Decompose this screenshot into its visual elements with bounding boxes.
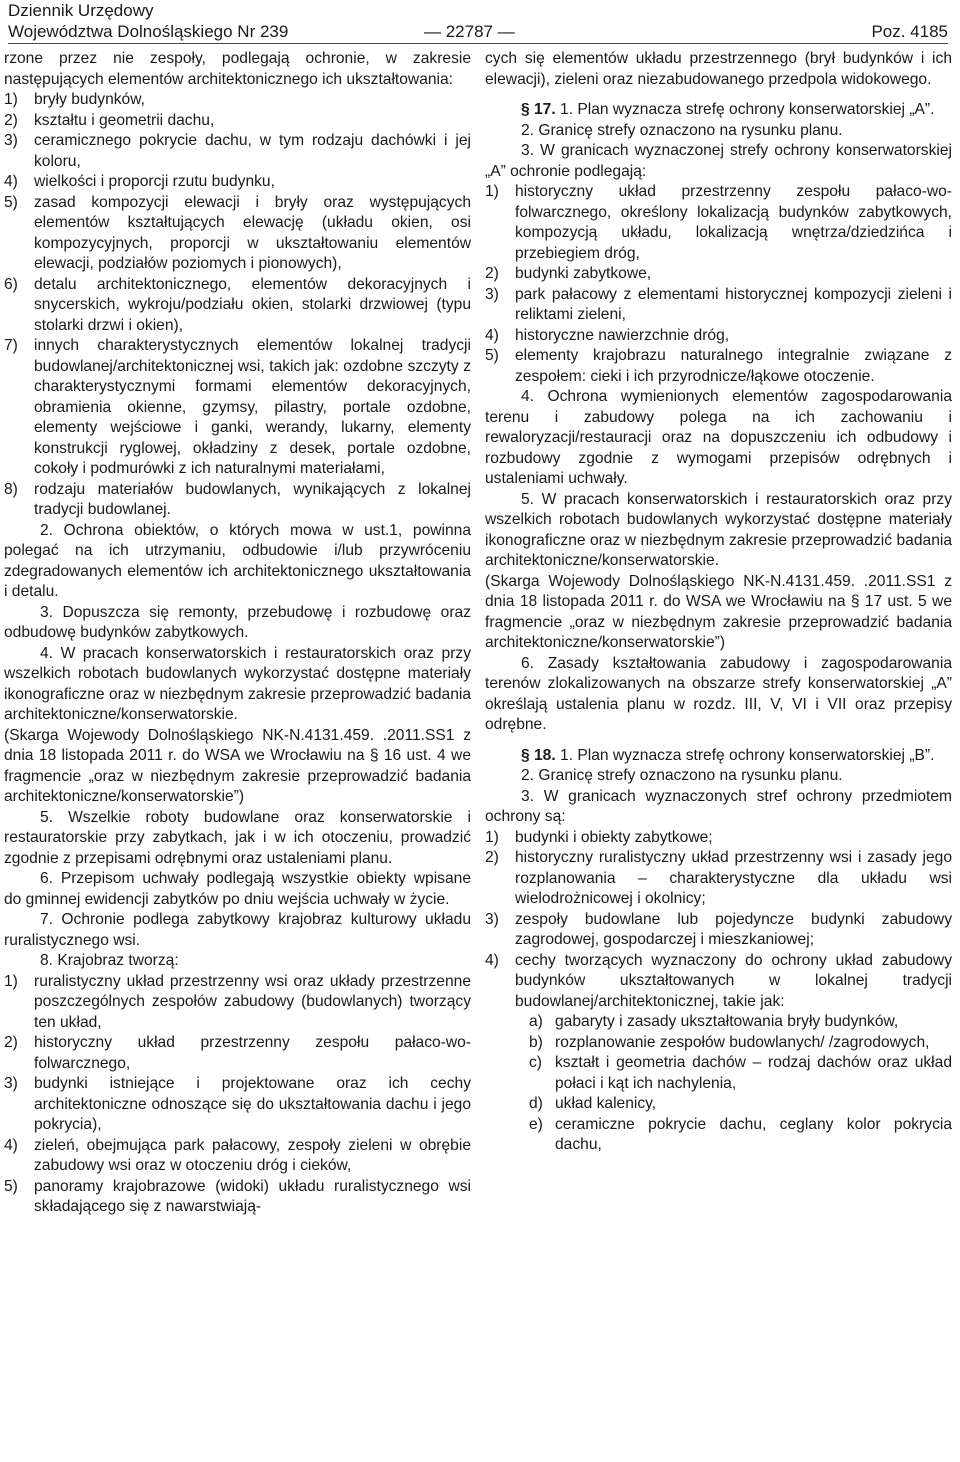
paragraph: 4. W pracach konserwatorskich i restauratorskich oraz przy wszelkich robotach budowlanych wykorzystać dostępne materiały ikonograficzne oraz w niezbędnym zakresie przeprowadzić badania architektoniczne/konserwatorskie.	[4, 644, 471, 723]
item-number: 1)	[4, 91, 18, 108]
item-number: 1)	[485, 183, 499, 200]
item-text: ceramiczne pokrycie dachu, ceglany kolor pokrycia dachu,	[555, 1115, 952, 1153]
item-text: park pałacowy z elementami historycznej kompozycji zieleni i reliktami zieleni,	[515, 285, 952, 323]
item-number: 2)	[485, 265, 499, 282]
list-item	[485, 346, 952, 387]
item-number: 1)	[4, 972, 18, 990]
list-item	[4, 1074, 471, 1136]
item-text: historyczne nawierzchnie dróg,	[515, 326, 730, 344]
item-text: kształt i geometria dachów – rodzaj dachów oraz układ połaci i kąt ich nachylenia,	[555, 1054, 952, 1092]
item-letter: b)	[529, 1033, 543, 1051]
section-mark: § 17.	[521, 101, 556, 118]
paragraph: cych się elementów układu przestrzennego (brył budynków i ich elewacji), zieleni oraz niezabudowanego przedpola widokowego.	[485, 50, 952, 88]
element-list	[4, 90, 471, 521]
list-item	[485, 828, 952, 849]
paragraph: 2. Granicę strefy oznaczono na rysunku planu.	[521, 121, 843, 139]
item-text: ruralistyczny układ przestrzenny wsi oraz układy przestrzenne poszczególnych zespołów zabudowy (budowlanych) tworzący ten układ,	[34, 972, 471, 1031]
list-item	[485, 264, 952, 285]
item-text: zespoły budowlane lub pojedyncze budynki zabudowy zagrodowej, gospodarczej i mieszkaniowej;	[515, 910, 952, 948]
text-columns	[4, 49, 952, 1218]
item-number: 4)	[4, 1136, 18, 1154]
list-item	[4, 131, 471, 172]
item-number: 1)	[485, 828, 499, 846]
list-item	[4, 90, 471, 111]
journal-title: Dziennik Urzędowy	[8, 1, 154, 20]
item-number: 2)	[485, 849, 499, 866]
complaint-note: (Skarga Wojewody Dolnośląskiego NK-N.4131.459. .2011.SS1 z dnia 18 listopada 2011 r. do WSA we Wrocławiu na § 17 ust. 5 we fragmencie „oraz w niezbędnym zakresie przeprowadzić badania architektoniczne/konserwatorskie”)	[485, 572, 952, 651]
list-item	[4, 193, 471, 275]
sub-list-item	[485, 1053, 952, 1094]
item-text: ceramicznego pokrycie dachu, w tym rodzaju dachówki i jej koloru,	[34, 132, 471, 170]
paragraph: 3. W granicach wyznaczonych stref ochrony przedmiotem ochrony są:	[485, 787, 952, 825]
sub-list	[485, 1012, 952, 1156]
item-number: 5)	[4, 193, 18, 211]
item-letter: c)	[529, 1054, 542, 1071]
list-item	[485, 951, 952, 1013]
item-text: panoramy krajobrazowe (widoki) układu ruralistycznego wsi składającego się z nawarstwiają-	[34, 1177, 471, 1215]
item-text: rodzaju materiałów budowlanych, wynikających z lokalnej tradycji budowlanej.	[34, 480, 471, 518]
left-column	[4, 49, 471, 1218]
item-text: gabaryty i zasady ukształtowania bryły budynków,	[555, 1013, 899, 1030]
item-text: układ kalenicy,	[555, 1095, 657, 1112]
header-rule	[8, 43, 948, 44]
list-item	[4, 336, 471, 480]
paragraph: 5. W pracach konserwatorskich i restauratorskich oraz przy wszelkich robotach budowlanych wykorzystać dostępne materiały ikonograficzne oraz w niezbędnym zakresie przeprowadzić badania architektoniczne/konserwatorskie.	[485, 490, 952, 569]
paragraph: 3. Dopuszcza się remonty, przebudowę i rozbudowę oraz odbudowę budynków zabytkowych.	[4, 603, 471, 641]
paragraph: 6. Przepisom uchwały podlegają wszystkie obiekty wpisane do gminnej ewidencji zabytków po dniu wejścia uchwały w życie.	[4, 870, 471, 908]
complaint-note: (Skarga Wojewody Dolnośląskiego NK-N.4131.459. .2011.SS1 z dnia 18 listopada 2011 r. do WSA we Wrocławiu na § 16 ust. 4 we fragmencie „oraz w niezbędnym zakresie przeprowadzić badania architektoniczne/konserwatorskie”)	[4, 726, 471, 805]
section-18-paragraph-1	[485, 746, 952, 767]
list-item	[4, 1033, 471, 1074]
list-item	[4, 275, 471, 337]
item-text: detalu architektonicznego, elementów dekoracyjnych i snycerskich, wykroju/podziału okien, stolarki drzwiowej (typu stolarki drzwi i okien),	[34, 275, 471, 334]
province-issue: Województwa Dolnośląskiego Nr 239	[8, 22, 289, 41]
list-item	[4, 480, 471, 521]
sub-list-item	[485, 1033, 952, 1054]
item-number: 3)	[485, 910, 499, 928]
item-text: elementy krajobrazu naturalnego integralnie związane z zespołem: cieki i ich przyrodnicze/łąkowe otoczenie.	[515, 347, 952, 385]
protection-subject-list	[485, 828, 952, 1013]
paragraph: 2. Granicę strefy oznaczono na rysunku planu.	[521, 767, 843, 784]
section-17-paragraph-1	[485, 100, 952, 121]
item-number: 6)	[4, 275, 18, 293]
list-item	[485, 848, 952, 910]
paragraph-text: 1. Plan wyznacza strefę ochrony konserwatorskiej „A”.	[560, 101, 935, 118]
item-text: historyczny układ przestrzenny zespołu pałaco-wo-folwarcznego,	[34, 1034, 471, 1072]
item-text: bryły budynków,	[34, 91, 145, 108]
item-number: 2)	[4, 1034, 18, 1051]
paragraph: 2. Ochrona obiektów, o których mowa w ust.1, powinna polegać na ich utrzymaniu, odbudowie i/lub przywróceniu zdegradowanych elementów ich architektonicznego ukształtowania i detalu.	[4, 521, 471, 600]
paragraph: 8. Krajobraz tworzą:	[40, 952, 179, 969]
paragraph: 5. Wszelkie roboty budowlane oraz konserwatorskie i restauratorskie przy zabytkach, jak i w ich otoczeniu, prowadzić zgodnie z przepisami odrębnymi oraz ustaleniami planu.	[4, 808, 471, 867]
item-number: 5)	[4, 1177, 18, 1195]
paragraph: 3. W granicach wyznaczonej strefy ochrony konserwatorskiej „A” ochronie podlegają:	[485, 142, 952, 180]
section-mark: § 18.	[521, 746, 556, 764]
list-item	[4, 1136, 471, 1177]
item-text: kształtu i geometrii dachu,	[34, 111, 215, 129]
list-item	[485, 285, 952, 326]
item-text: wielkości i proporcji rzutu budynku,	[34, 173, 275, 190]
paragraph: rzone przez nie zespoły, podlegają ochronie, w zakresie następujących elementów architektonicznego ich ukształtowania:	[4, 50, 471, 88]
item-text: zieleń, obejmująca park pałacowy, zespoły zieleni w obrębie zabudowy wsi oraz w otoczeniu dróg i cieków,	[34, 1136, 471, 1174]
sub-list-item	[485, 1012, 952, 1033]
item-number: 7)	[4, 337, 18, 354]
sub-list-item	[485, 1094, 952, 1115]
paragraph: 7. Ochronie podlega zabytkowy krajobraz kulturowy układu ruralistycznego wsi.	[4, 911, 471, 949]
item-number: 4)	[485, 951, 499, 969]
paragraph: 4. Ochrona wymienionych elementów zagospodarowania terenu i zabudowy polega na ich zachowaniu i rewaloryzacji/restauracji oraz na dopuszczeniu ich odbudowy i rozbudowy zgodnie z wymogami przepisów odrębnych i ustaleniami uchwały.	[485, 388, 952, 487]
item-text: cechy tworzących wyznaczony do ochrony układ zabudowy budynków ukształtowanych w lokalnej tradycji budowlanej/architektonicznej, takie jak:	[515, 951, 952, 1010]
item-letter: a)	[529, 1013, 543, 1030]
item-text: budynki i obiekty zabytkowe;	[515, 828, 713, 846]
item-number: 4)	[4, 173, 18, 190]
paragraph-text: 1. Plan wyznacza strefę ochrony konserwatorskiej „B”.	[560, 746, 935, 764]
list-item	[485, 182, 952, 264]
paragraph: 6. Zasady kształtowania zabudowy i zagospodarowania terenów zlokalizowanych na obszarze strefy konserwatorskiej „A” określają ustalenia planu w rozdz. III, V, VI i VII oraz przepisy odrębne.	[485, 654, 952, 733]
list-item	[4, 172, 471, 193]
item-number: 3)	[4, 1075, 18, 1092]
list-item	[485, 326, 952, 347]
list-item	[4, 972, 471, 1034]
item-text: budynki zabytkowe,	[515, 265, 652, 282]
list-item	[4, 1177, 471, 1218]
protected-elements-list	[485, 182, 952, 387]
item-letter: d)	[529, 1095, 543, 1112]
right-column	[485, 49, 952, 1218]
item-number: 3)	[4, 132, 18, 149]
item-text: historyczny układ przestrzenny zespołu pałaco-wo-folwarcznego, określony lokalizacją budynków zabytkowych, kompozycją układu, lokalizacją wnętrza/dziedzińca i przebiegiem dróg,	[515, 183, 952, 262]
landscape-list	[4, 972, 471, 1218]
page-header	[4, 0, 952, 44]
item-number: 3)	[485, 285, 499, 303]
item-number: 4)	[485, 326, 499, 344]
list-item	[485, 910, 952, 951]
item-text: historyczny ruralistyczny układ przestrzenny wsi i zasady jego rozplanowania – charakterystyczne dla układu wsi wielodrożnicowej i okolnicy;	[515, 849, 952, 907]
list-item	[4, 111, 471, 132]
sub-list-item	[485, 1115, 952, 1156]
item-number: 2)	[4, 111, 18, 129]
item-number: 8)	[4, 480, 18, 498]
item-text: zasad kompozycji elewacji i bryły oraz występujących elementów kształtujących elewację (układu okien, osi kompozycyjnych, proporcji w ukształtowaniu elementów elewacji, podziałów poziomych i pionowych),	[34, 193, 471, 272]
item-number: 5)	[485, 347, 499, 364]
item-text: rozplanowanie zespołów budowlanych/ /zagrodowych,	[555, 1033, 930, 1051]
item-text: budynki istniejące i projektowane oraz ich cechy architektoniczne odnoszące się do ukształtowania dachu i jego pokrycia),	[34, 1075, 471, 1133]
item-text: innych charakterystycznych elementów lokalnej tradycji budowlanej/architektonicznej wsi, takich jak: ozdobne szczyty z charakterystycznymi formami elementów dekoracyjnych, obramienia okienne, gzymsy, pilastry, portale ozdobne, elementy wejściowe i ganki, werandy, lukarny, elementy konstrukcji ryglowej, okładziny z desek, portale ozdobne, cokoły i podmurówki z ich naturalnymi materiałami,	[34, 337, 471, 477]
item-letter: e)	[529, 1115, 543, 1133]
position-number: Poz. 4185	[871, 22, 948, 41]
page-number: — 22787 —	[424, 22, 515, 41]
